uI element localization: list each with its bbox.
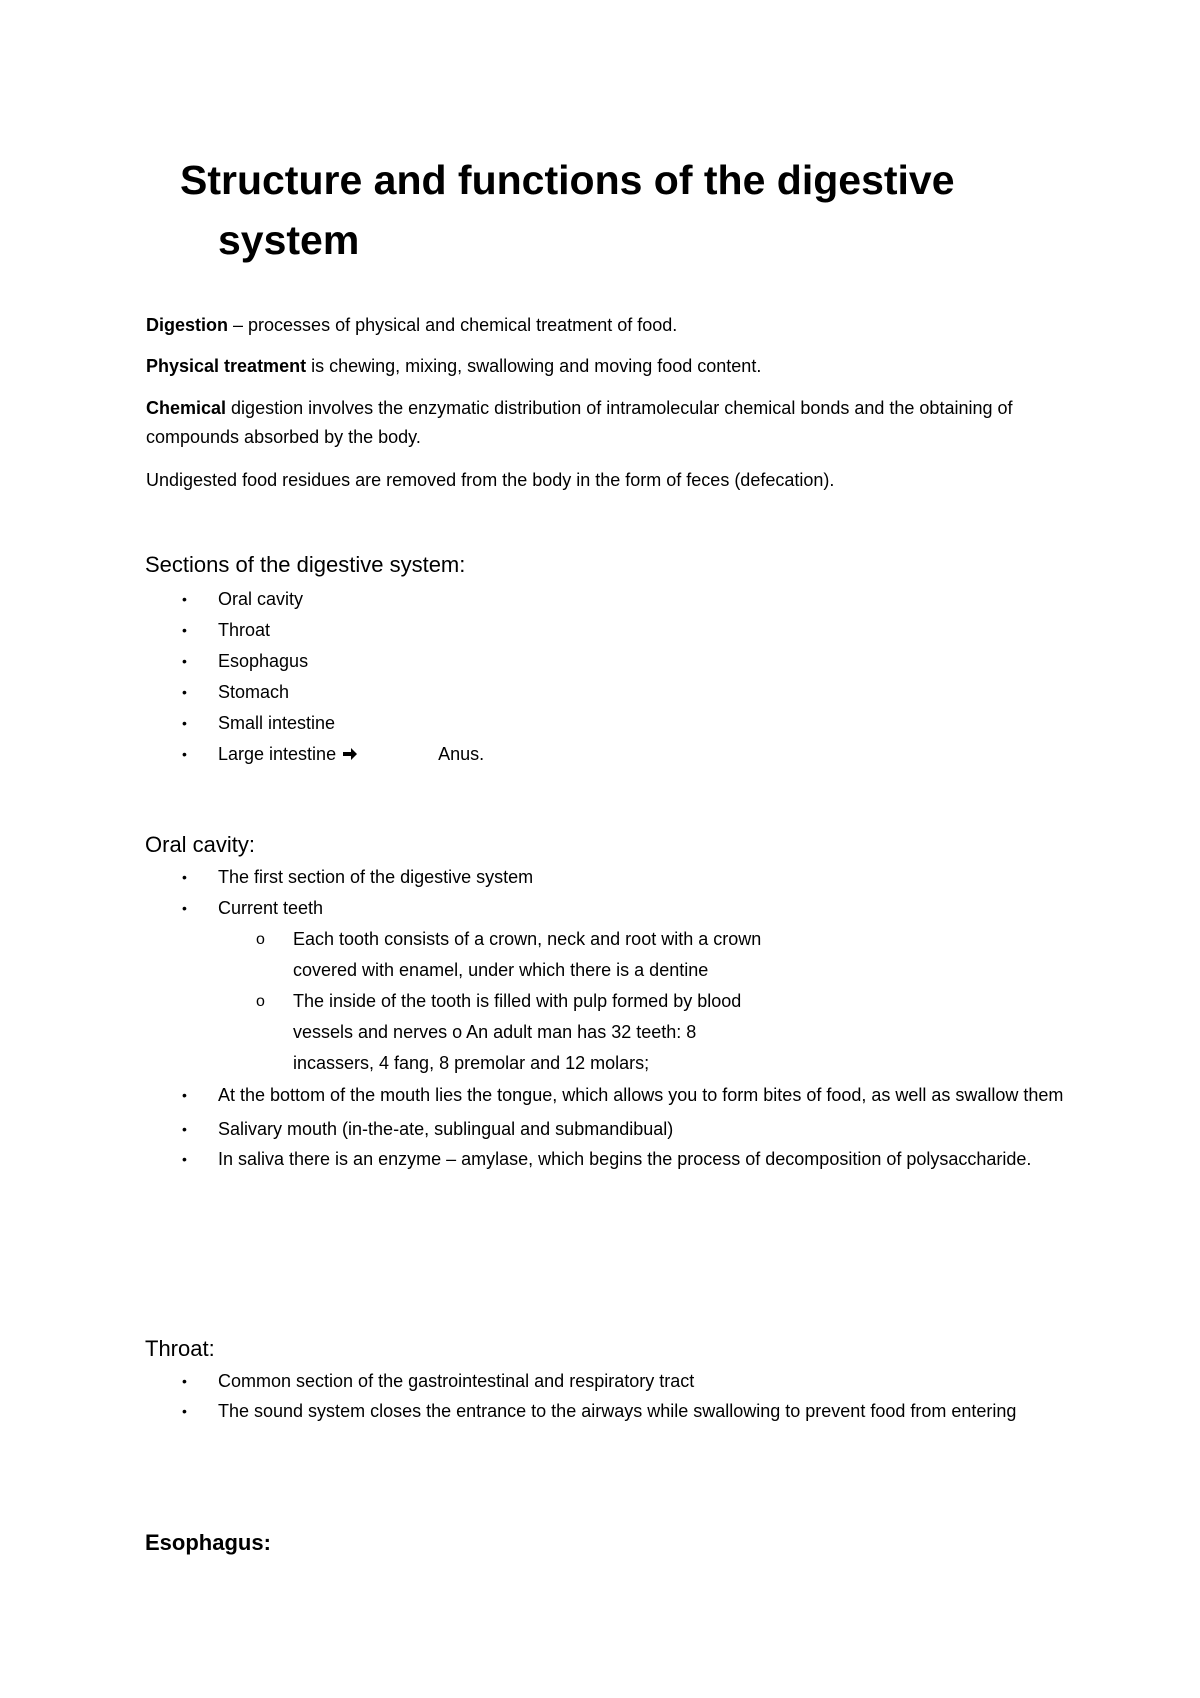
bullet-glyph: •	[182, 1373, 187, 1389]
physical-text: is chewing, mixing, swallowing and moving food content.	[306, 356, 762, 376]
bullet-glyph: •	[182, 715, 187, 731]
sections-list	[146, 584, 1076, 770]
throat-heading: Throat:	[145, 1336, 215, 1361]
document-title	[180, 150, 1080, 270]
bullet-glyph: •	[182, 746, 187, 762]
list-item: • Throat	[146, 615, 1076, 646]
undigested-residues: Undigested food residues are removed from the body in the form of feces (defecation).	[146, 470, 835, 490]
throat-list	[146, 1366, 1076, 1426]
list-item: • The sound system closes the entrance to the airways while swallowing to prevent food from entering	[146, 1397, 1076, 1426]
digestion-term: Digestion	[146, 315, 229, 335]
oral-cavity-list	[146, 862, 1076, 1174]
oral-cavity-heading: Oral cavity:	[145, 832, 256, 857]
arrow-right-icon	[342, 747, 358, 761]
digestion-text: – processes of physical and chemical treatment of food.	[228, 315, 678, 335]
list-item: • Large intestine Anus.	[146, 739, 1076, 770]
sub-list-item: o Each tooth consists of a crown, neck and root with a crown covered with enamel, under which there is a dentine	[218, 924, 763, 986]
bullet-glyph: •	[182, 653, 187, 669]
sub-bullet-glyph: o	[256, 993, 265, 1010]
sub-list-item: o The inside of the tooth is filled with pulp formed by blood vessels and nerves o An adult man has 32 teeth: 8 incassers, 4 fang, 8 premolar and 12 molars;	[218, 986, 763, 1079]
bullet-glyph: •	[182, 1403, 187, 1419]
bullet-glyph: •	[182, 1151, 187, 1167]
digestion-definition	[146, 311, 1076, 340]
bullet-glyph: •	[182, 591, 187, 607]
list-item: • Current teeth o Each tooth consists of a crown, neck and root with a crown covered with enamel, under which there is a dentine o The inside of the tooth is filled with pulp formed by blood vessels and nerves o An adult man has 32 teeth: 8 incassers, 4 fang, 8 premolar and 12 molars;	[146, 893, 1076, 1079]
bullet-glyph: •	[182, 684, 187, 700]
sub-bullet-glyph: o	[256, 931, 265, 948]
physical-treatment-definition	[146, 352, 1076, 381]
chemical-term: Chemical	[146, 398, 227, 418]
list-item: • Salivary mouth (in-the-ate, sublingual and submandibual)	[146, 1114, 1076, 1145]
list-item: • Small intestine	[146, 708, 1076, 739]
bullet-glyph: •	[182, 869, 187, 885]
bullet-glyph: •	[182, 1087, 187, 1103]
bullet-glyph: •	[182, 900, 187, 916]
chemical-digestion-definition	[146, 394, 1076, 452]
title-line-2: system	[218, 217, 360, 263]
bullet-glyph: •	[182, 1121, 187, 1137]
teeth-sublist	[218, 924, 1076, 1079]
list-item: • In saliva there is an enzyme – amylase, which begins the process of decomposition of polysaccharide.	[146, 1145, 1076, 1174]
list-item: • Oral cavity	[146, 584, 1076, 615]
list-item: • Stomach	[146, 677, 1076, 708]
list-item: • At the bottom of the mouth lies the tongue, which allows you to form bites of food, as well as swallow them	[146, 1081, 1076, 1110]
bullet-glyph: •	[182, 622, 187, 638]
title-line-1: Structure and functions of the digestive	[180, 157, 955, 203]
anus-label: Anus.	[438, 744, 485, 764]
sections-heading: Sections of the digestive system:	[145, 552, 466, 577]
physical-term: Physical treatment	[146, 356, 307, 376]
list-item: • The first section of the digestive system	[146, 862, 1076, 893]
list-item: • Common section of the gastrointestinal and respiratory tract	[146, 1366, 1076, 1397]
esophagus-heading: Esophagus:	[145, 1530, 271, 1555]
chemical-text: digestion involves the enzymatic distribution of intramolecular chemical bonds and the obtaining of compounds absorbed by the body.	[146, 398, 1013, 447]
list-item: • Esophagus	[146, 646, 1076, 677]
